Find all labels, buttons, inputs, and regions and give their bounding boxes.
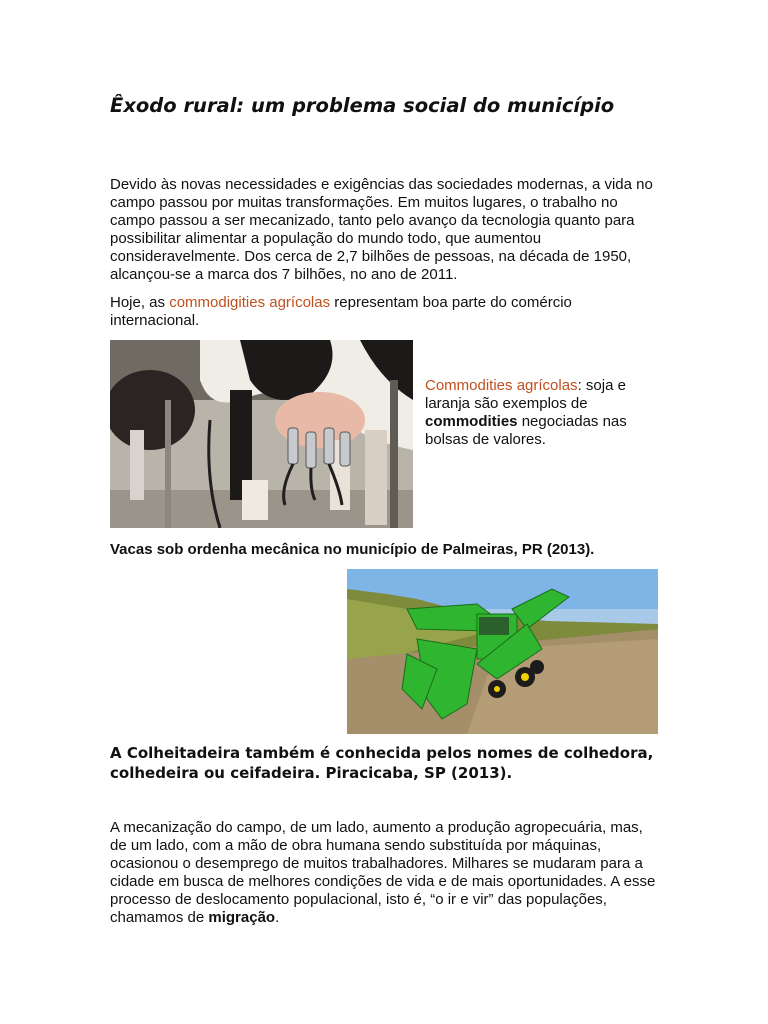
commodities-paragraph xyxy=(110,294,658,330)
page-title: Êxodo rural: um problema social do município xyxy=(110,94,615,117)
harvester-photo xyxy=(347,569,658,734)
harvester-photo-caption: A Colheitadeira também é conhecida pelos nomes de colhedora, colhedeira ou ceifadeira. Piracicaba, SP (2013). xyxy=(110,744,654,782)
side-note-text-1: : soja e laranja são exemplos de xyxy=(425,377,626,412)
commodities-text-before: Hoje, as xyxy=(110,294,170,311)
migration-term: migração xyxy=(208,909,276,926)
commodities-side-note xyxy=(425,377,645,449)
side-note-text-2: negociadas nas bolsas de valores. xyxy=(425,413,627,448)
cows-milking-photo xyxy=(110,340,413,528)
intro-paragraph: Devido às novas necessidades e exigências das sociedades modernas, a vida no campo passou por muitas transformações. Em muitos lugares, o trabalho no campo passou a ser mecanizado, tanto pelo avanço da tecnologia quanto para possibilitar alimentar a população do mundo todo, que aumentou consideravelmente. Dos cerca de 2,7 bilhões de pessoas, na década de 1950, alcançou-se a marca dos 7 bilhões, no ano de 2011. xyxy=(110,176,653,283)
side-note-term[interactable]: Commodities agrícolas xyxy=(425,377,578,394)
side-note-bold: commodities xyxy=(425,413,518,430)
commodities-link[interactable]: commodigities agrícolas xyxy=(169,294,331,311)
cows-photo-caption: Vacas sob ordenha mecânica no município de Palmeiras, PR (2013). xyxy=(110,541,595,558)
closing-text: A mecanização do campo, de um lado, aumento a produção agropecuária, mas, de um lado, com a mão de obra humana sendo substituída por máquinas, ocasionou o desemprego de muitos trabalhadores. Milhares se mudaram para a cidade em busca de melhores condições de vida e de mais oportunidades. A esse processo de deslocamento populacional, isto é, “o ir e vir” das populações, chamamos de xyxy=(110,819,656,926)
closing-paragraph xyxy=(110,819,658,927)
closing-period: . xyxy=(275,909,280,926)
commodities-text-after: representam boa parte do comércio internacional. xyxy=(110,294,572,329)
